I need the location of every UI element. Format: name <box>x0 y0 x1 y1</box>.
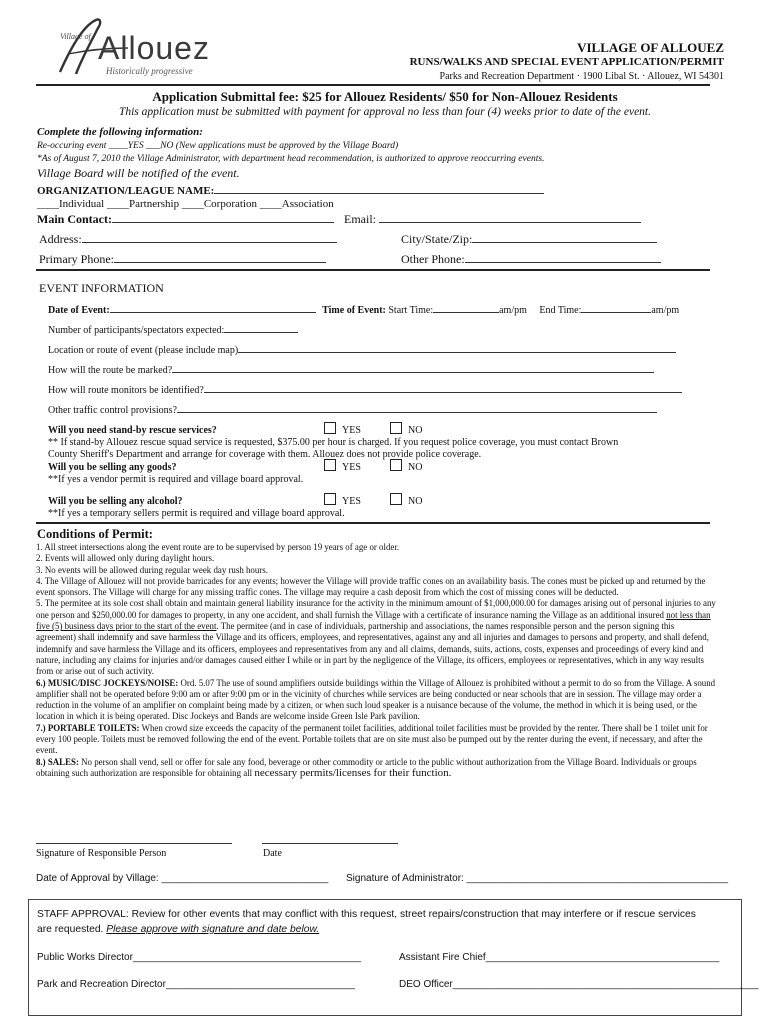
alcohol-question: Will you be selling any alcohol? <box>48 496 183 507</box>
monitors-field[interactable] <box>204 382 682 393</box>
village-logo <box>48 14 218 78</box>
marked-label: How will the route be marked? <box>48 365 173 376</box>
alcohol-no-label: NO <box>408 496 423 507</box>
fire-chief-signature[interactable]: Assistant Fire Chief__________________________________________ <box>399 952 720 963</box>
event-date-row <box>48 302 679 316</box>
rescue-no-label: NO <box>408 425 423 436</box>
header-title: VILLAGE OF ALLOUEZ <box>577 40 724 55</box>
marked-field[interactable] <box>172 362 654 373</box>
event-heading: EVENT INFORMATION <box>39 281 164 295</box>
other-phone-label: Other Phone: <box>401 252 465 266</box>
logo-name: Allouez <box>98 30 210 66</box>
condition-7-text: When crowd size exceeds the capacity of the permanent toilet facilities, additional toilet facilities must be provided by the renter. There shall be 1 toilet unit for every 100 people. Toilets must be removed following the end of the event. Portable toilets that are on site must also be pumped out by the renter during the event, if necessary, and after the event. <box>36 722 708 756</box>
city-field[interactable] <box>472 232 657 243</box>
rescue-yes-option[interactable] <box>324 422 361 436</box>
condition-7 <box>36 723 716 757</box>
address-row <box>39 232 337 247</box>
goods-note: **If yes a vendor permit is required and village board approval. <box>48 474 304 485</box>
signature-date-label: Date <box>263 848 282 859</box>
goods-no-checkbox[interactable] <box>390 459 402 471</box>
rescue-question: Will you need stand-by rescue services? <box>48 425 217 436</box>
email-label: Email: <box>344 212 376 226</box>
alcohol-no-option[interactable] <box>390 493 422 507</box>
rescue-yes-label: YES <box>342 425 361 436</box>
reoccurring-event-line: Re-occuring event ____YES ___NO (New applications must be approved by the Village Board) <box>37 141 399 151</box>
end-ampm: am/pm <box>651 305 680 316</box>
start-ampm: am/pm <box>499 305 527 316</box>
address-label: Address: <box>39 232 82 246</box>
goods-yes-checkbox[interactable] <box>324 459 336 471</box>
org-type-association[interactable]: ____Association <box>259 198 334 210</box>
park-director-signature[interactable]: Park and Recreation Director__________________________________ <box>37 979 356 990</box>
logo-village-of: Village of <box>60 32 91 41</box>
signature-date-line[interactable] <box>262 843 398 844</box>
participants-label: Number of participants/spectators expected: <box>48 325 225 336</box>
administrator-signature-row[interactable]: Signature of Administrator: _______________________________________________ <box>346 873 729 884</box>
august-note: *As of August 7, 2010 the Village Administrator, with department head recommendation, is authorized to approve reoccurring events. <box>37 154 545 164</box>
staff-approval-emphasis: Please approve with signature and date below. <box>106 924 320 935</box>
main-contact-row <box>37 212 334 227</box>
rescue-no-checkbox[interactable] <box>390 422 402 434</box>
email-row <box>344 212 641 227</box>
public-works-signature[interactable]: Public Works Director_________________________________________ <box>37 952 361 963</box>
staff-approval-line-2 <box>37 924 319 935</box>
staff-approval-box <box>28 899 759 1016</box>
condition-5-text-b: . The permitee (and in case of individuals, partnership and associations, the names responsible person and the person signing this agreement) shall indemnify and save harmless the Village and its officers, employees, and representatives, against any and all injuries and damages to persons and property, and shall defend, indemnify and save harmless the Village and its officers, employees and representatives from any and all claims, demands, suits, actions, costs, expenses and proceedings of every kind and nature, including any claims for injuries and/or damages caused either I while or in part by the negligence of the Village, its officers, employees or representatives, which in any way results from or arise out of such activity. <box>36 621 709 677</box>
participants-row <box>48 322 298 336</box>
alcohol-note: **If yes a temporary sellers permit is required and village board approval. <box>48 508 345 519</box>
org-type-corporation[interactable]: ____Corporation <box>181 198 257 210</box>
traffic-field[interactable] <box>177 402 657 413</box>
condition-3: 3. No events will be allowed during regular week day rush hours. <box>36 564 268 575</box>
goods-no-option[interactable] <box>390 459 422 473</box>
approval-date-row[interactable]: Date of Approval by Village: ______________________________ <box>36 873 329 884</box>
condition-8-label: 8.) SALES: <box>36 756 79 767</box>
start-time-field[interactable] <box>433 302 499 313</box>
phone-field[interactable] <box>114 252 326 263</box>
participants-field[interactable] <box>224 322 298 333</box>
fee-notice: This application must be submitted with payment for approval no less than four (4) weeks prior to date of the event. <box>118 106 652 118</box>
event-date-field[interactable] <box>110 302 316 313</box>
traffic-row <box>48 402 657 416</box>
alcohol-yes-checkbox[interactable] <box>324 493 336 505</box>
main-contact-field[interactable] <box>112 212 334 223</box>
event-date-label: Date of Event: <box>48 305 110 316</box>
email-field[interactable] <box>379 212 641 223</box>
goods-yes-option[interactable] <box>324 459 361 473</box>
condition-2: 2. Events will allowed only during daylight hours. <box>36 553 215 564</box>
condition-4: 4. The Village of Allouez will not provide barricades for any events; however the Village will provide traffic cones on an availability basis. The cones must be picked up and returned by the event sponsors. The Village will charge for any missing traffic cones. The village may require a cash deposit from which the cost of missing cones will be deducted. <box>36 575 706 598</box>
location-label: Location or route of event (please include map) <box>48 345 239 356</box>
phone-label: Primary Phone: <box>39 252 114 266</box>
rescue-no-option[interactable] <box>390 422 422 436</box>
org-type-row <box>37 198 334 210</box>
traffic-label: Other traffic control provisions? <box>48 405 177 416</box>
rescue-yes-checkbox[interactable] <box>324 422 336 434</box>
logo-tagline: Historically progressive <box>106 66 193 76</box>
location-row <box>48 342 676 356</box>
condition-5-underlined: not less than five (5) business days prior to the start of the event <box>36 609 711 632</box>
condition-8 <box>36 757 716 780</box>
condition-5-text-a: 5. The permitee at its sole cost shall obtain and maintain general liability insurance for the activity in the minimum amount of $1,000,000.00 for damages arising out of personal injuries to any one person and $250,000.00 for damages to property, in any one accident, and shall furnish the Village with a certificate of insurance naming the Village as an additional insured <box>36 598 716 620</box>
board-notified: Village Board will be notified of the event. <box>37 166 240 180</box>
end-time-field[interactable] <box>581 302 651 313</box>
alcohol-yes-label: YES <box>342 496 361 507</box>
condition-7-label: 7.) PORTABLE TOILETS: <box>36 722 140 733</box>
conditions-heading: Conditions of Permit: <box>37 527 153 541</box>
main-contact-label: Main Contact: <box>37 212 112 226</box>
marked-row <box>48 362 654 376</box>
condition-8-end: necessary permits/licenses for their function. <box>254 766 452 779</box>
fee-title: Application Submittal fee: $25 for Allouez Residents/ $50 for Non-Allouez Residents <box>152 89 618 104</box>
org-name-label: ORGANIZATION/LEAGUE NAME: <box>37 185 215 197</box>
monitors-row <box>48 382 682 396</box>
complete-info-label: Complete the following information: <box>37 126 203 138</box>
org-name-field[interactable] <box>214 183 544 194</box>
header-rule <box>36 84 710 86</box>
deo-officer-signature[interactable]: DEO Officer_______________________________________________________ <box>399 979 759 990</box>
responsible-signature-label: Signature of Responsible Person <box>36 848 167 859</box>
staff-approval-label: STAFF APPROVAL: <box>37 909 129 920</box>
condition-6-label: 6.) MUSIC/DISC JOCKEYS/NOISE: <box>36 677 179 688</box>
event-rule <box>36 522 710 524</box>
end-time-label: End Time: <box>539 305 582 316</box>
header-subtitle: RUNS/WALKS AND SPECIAL EVENT APPLICATION/PERMIT <box>409 56 724 68</box>
org-name-row <box>37 183 544 197</box>
other-phone-row <box>401 252 661 267</box>
condition-5 <box>36 598 716 677</box>
other-phone-field[interactable] <box>465 252 661 263</box>
goods-yes-label: YES <box>342 462 361 473</box>
rescue-note-2: County Sheriff's Department and arrange for coverage with them. Allouez does not provide police coverage. <box>48 449 482 460</box>
staff-approval-line-1 <box>37 909 696 920</box>
org-type-partnership[interactable]: ____Partnership <box>106 198 180 210</box>
conditions-list <box>36 542 716 779</box>
phone-row <box>39 252 326 267</box>
responsible-signature-line[interactable] <box>36 843 232 844</box>
alcohol-no-checkbox[interactable] <box>390 493 402 505</box>
city-row <box>401 232 657 247</box>
goods-no-label: NO <box>408 462 423 473</box>
condition-1: 1. All street intersections along the event route are to be supervised by person 19 years of age or older. <box>36 542 400 552</box>
goods-question: Will you be selling any goods? <box>48 462 177 473</box>
rescue-note-1: ** If stand-by Allouez rescue squad service is requested, $375.00 per hour is charged. If you request police coverage, you must contact Brown <box>48 437 619 448</box>
staff-approval-text: Review for other events that may conflict with this request, street repairs/construction that may interfere or if rescue services <box>128 909 696 920</box>
condition-6-text: Ord. 5.07 The use of sound amplifiers outside buildings within the Village of Allouez is prohibited without a permit to do so from the Village. A sound amplifier shall not be operated before 9:00 am or after 9:00 pm or in the vicinity of churches while services are being conducted or near schools that are in session. The village may order a reduction in the volume of an amplifier on complaint being made by a citizen, or when such loud speaker is a nuisance because of the volume, the method in which it is being used, or the location in which it is being operated. Disc Jockeys and Bands are welcome inside Green Isle Park pavilion. <box>36 677 716 722</box>
address-field[interactable] <box>82 232 337 243</box>
condition-6 <box>36 678 716 723</box>
city-label: City/State/Zip: <box>401 232 473 246</box>
org-rule <box>36 269 710 271</box>
header-address: Parks and Recreation Department · 1900 Libal St. · Allouez, WI 54301 <box>439 71 724 82</box>
alcohol-yes-option[interactable] <box>324 493 361 507</box>
condition-8-text: No person shall vend, sell or offer for sale any food, beverage or other commodity or article to the public without authorization from the Village Board. Individuals or groups obtaining such authorization are responsible for obtaining all <box>36 756 697 778</box>
location-field[interactable] <box>238 342 676 353</box>
event-time-label: Time of Event: <box>322 305 386 316</box>
start-time-label: Start Time: <box>388 305 434 316</box>
staff-approval-text-2: are requested. <box>37 924 107 935</box>
org-type-individual[interactable]: ____Individual <box>37 198 105 210</box>
monitors-label: How will route monitors be identified? <box>48 385 204 396</box>
